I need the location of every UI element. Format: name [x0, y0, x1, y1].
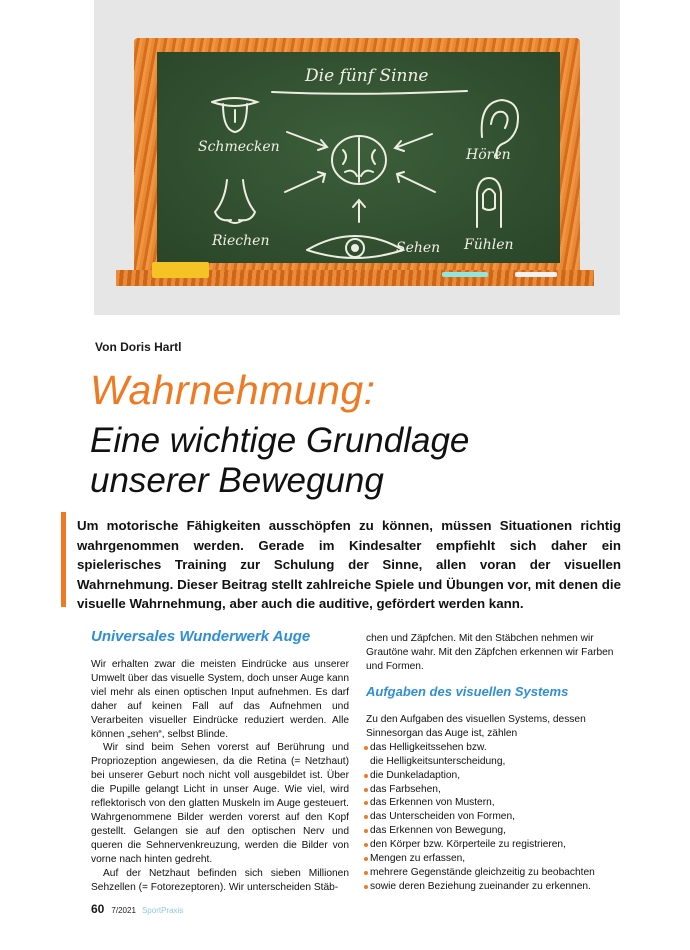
list-item: die Helligkeitsunterscheidung,	[370, 755, 506, 767]
author-byline: Von Doris Hartl	[95, 340, 182, 354]
list-item: das Helligkeitssehen bzw.	[366, 741, 621, 755]
paragraph: Wir erhalten zwar die meisten Eindrücke aus unserer Umwelt über das visuelle System, doch unser Auge kann viel mehr als einen optischen Input aufnehmen. Es darf daher auf keinen Fall auf das Aufnehmen und Verarbeiten visueller Eindrücke reduziert werden. Alle können „sehen“, selbst Blinde.	[91, 659, 349, 740]
arrow-icon	[287, 132, 327, 150]
sense-hearing-label: Hören	[466, 147, 511, 163]
paragraph: Zu den Aufgaben des visuellen Systems, dessen Sinnesorgan das Auge ist, zählen	[366, 714, 586, 739]
brain-icon	[332, 136, 386, 184]
chalk-piece-blue	[442, 272, 488, 277]
chalk-piece-white	[515, 272, 557, 277]
list-item: sowie deren Beziehung zueinander zu erkennen.	[366, 880, 621, 894]
sense-touch-label: Fühlen	[464, 237, 514, 253]
sense-taste-label: Schmecken	[198, 139, 280, 155]
sense-smell-label: Riechen	[212, 233, 270, 249]
page-number: 60	[91, 902, 105, 916]
list-item: die Dunkeladaption,	[366, 769, 621, 783]
list-item: das Unterscheiden von Formen,	[366, 810, 621, 824]
column-left	[91, 658, 349, 894]
mouth-icon	[212, 98, 257, 132]
title-underline	[272, 91, 467, 94]
chalkboard-title: Die fünf Sinne	[305, 66, 429, 86]
issue-number: 7/2021	[111, 906, 136, 915]
list-item: das Erkennen von Bewegung,	[366, 824, 621, 838]
paragraph: Wir sind beim Sehen vorerst auf Berührung und Propriozeption angewiesen, da die Retina (= Netzhaut) bei unserer Geburt noch nicht voll ausgebildet ist. Über die Pupille gelangt Licht in unser Auge. Wie viel, wird reflektorisch von den glatten Muskeln im Auge gesteuert. Wahrgenommene Bilder werden vorerst auf den Kopf gestellt. Gelangen sie auf den optischen Nerv und queren die Sehnervenkreuzung, werden die Bilder von vorne nach hinten gedreht.	[91, 742, 349, 865]
nose-icon	[215, 180, 255, 223]
paragraph: chen und Zäpfchen. Mit den Stäbchen nehmen wir Grautöne wahr. Mit den Zäpfchen erkennen wir Farben und Formen.	[366, 633, 614, 672]
section-heading: Aufgaben des visuellen Systems	[366, 684, 569, 699]
arrow-icon	[353, 200, 365, 222]
arrow-icon	[395, 134, 432, 151]
arrow-icon	[397, 172, 435, 192]
section-heading: Universales Wunderwerk Auge	[91, 628, 311, 645]
title-main: Wahrnehmung:	[90, 367, 376, 413]
list-item: den Körper bzw. Körperteile zu registrieren,	[366, 838, 621, 852]
column-right	[366, 632, 621, 688]
sponge	[152, 262, 209, 278]
lead-paragraph: Um motorische Fähigkeiten ausschöpfen zu können, müssen Situationen richtig wahrgenommen werden. Gerade im Kindesalter empfiehlt sich daher ein spielerisches Training zur Schulung der Sinne, allen voran der visuellen Wahrnehmung. Dieser Beitrag stellt zahlreiche Spiele und Übungen vor, mit denen die visuelle Wahrnehmung, aber auch die auditive, gefördert werden kann.	[77, 518, 621, 611]
arrow-icon	[285, 172, 325, 192]
paragraph: Auf der Netzhaut befinden sich sieben Millionen Sehzellen (= Fotorezeptoren). Wir unterscheiden Stäb-	[91, 867, 349, 893]
title-subtitle: Eine wichtige Grundlage unserer Bewegung	[90, 421, 470, 500]
list-item: das Erkennen von Mustern,	[366, 796, 621, 810]
list-item: das Farbsehen,	[366, 783, 621, 797]
task-list-block	[366, 713, 621, 894]
magazine-name: SportPraxis	[141, 906, 184, 915]
eye-icon	[307, 236, 403, 258]
lead-accent-bar	[61, 512, 66, 607]
page-footer	[91, 902, 183, 916]
list-item: Mengen zu erfassen,	[366, 852, 621, 866]
task-list	[366, 741, 621, 894]
list-item: mehrere Gegenstände gleichzeitig zu beobachten	[366, 866, 621, 880]
finger-icon	[477, 178, 501, 227]
sense-sight-label: Sehen	[396, 240, 441, 256]
